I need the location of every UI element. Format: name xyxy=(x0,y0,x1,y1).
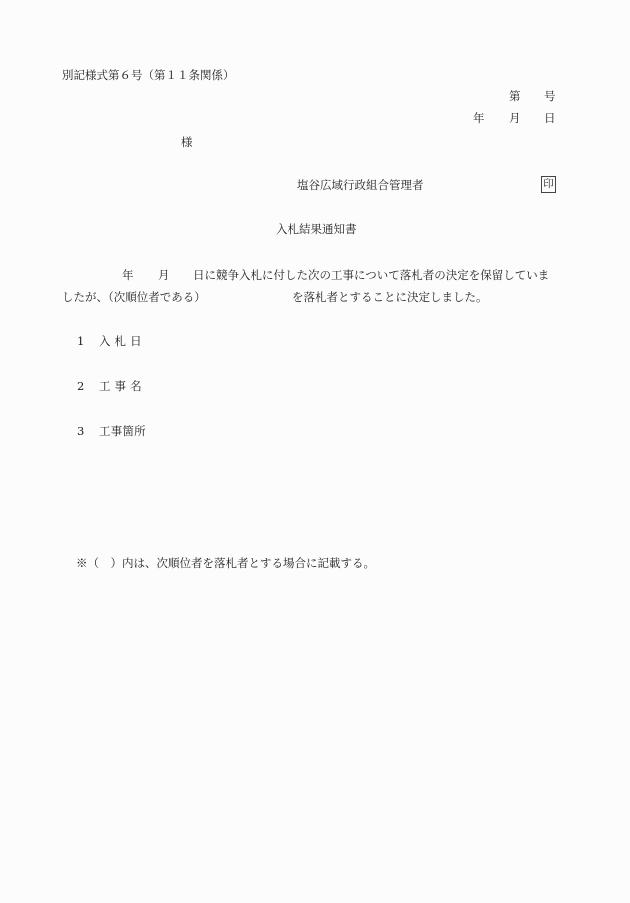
footnote: ※（ ）内は、次順位者を落札者とする場合に記載する。 xyxy=(76,556,375,570)
date-month-label: 月 xyxy=(509,111,521,125)
addressee-honorific: 様 xyxy=(181,135,193,149)
item-number: 2 xyxy=(77,379,85,393)
sender-name: 塩谷広域行政組合管理者 xyxy=(297,178,424,192)
body-month-label: 月 xyxy=(158,268,170,282)
body-paragraph-line-2 xyxy=(62,290,488,304)
item-label: 工 事 名 xyxy=(99,379,142,393)
document-number-suffix: 号 xyxy=(544,89,556,103)
date-year-label: 年 xyxy=(473,111,485,125)
seal-icon: 印 xyxy=(541,176,556,193)
body-text-a: したが、（次順位者である） xyxy=(62,290,206,304)
item-label: 工事箇所 xyxy=(99,424,146,438)
item-number: 3 xyxy=(77,424,85,438)
date-day-label: 日 xyxy=(544,111,556,125)
body-year-label: 年 xyxy=(122,268,134,282)
item-number: 1 xyxy=(77,334,85,348)
form-number: 別記様式第６号（第１１条関係） xyxy=(62,68,235,82)
body-text-b: を落札者とすることに決定しました。 xyxy=(292,290,488,304)
document-title: 入札結果通知書 xyxy=(276,222,357,236)
body-text: 日に競争入札に付した次の工事について落札者の決定を保留していま xyxy=(193,268,550,282)
document-number-prefix: 第 xyxy=(509,89,521,103)
item-label: 入 札 日 xyxy=(99,334,142,348)
